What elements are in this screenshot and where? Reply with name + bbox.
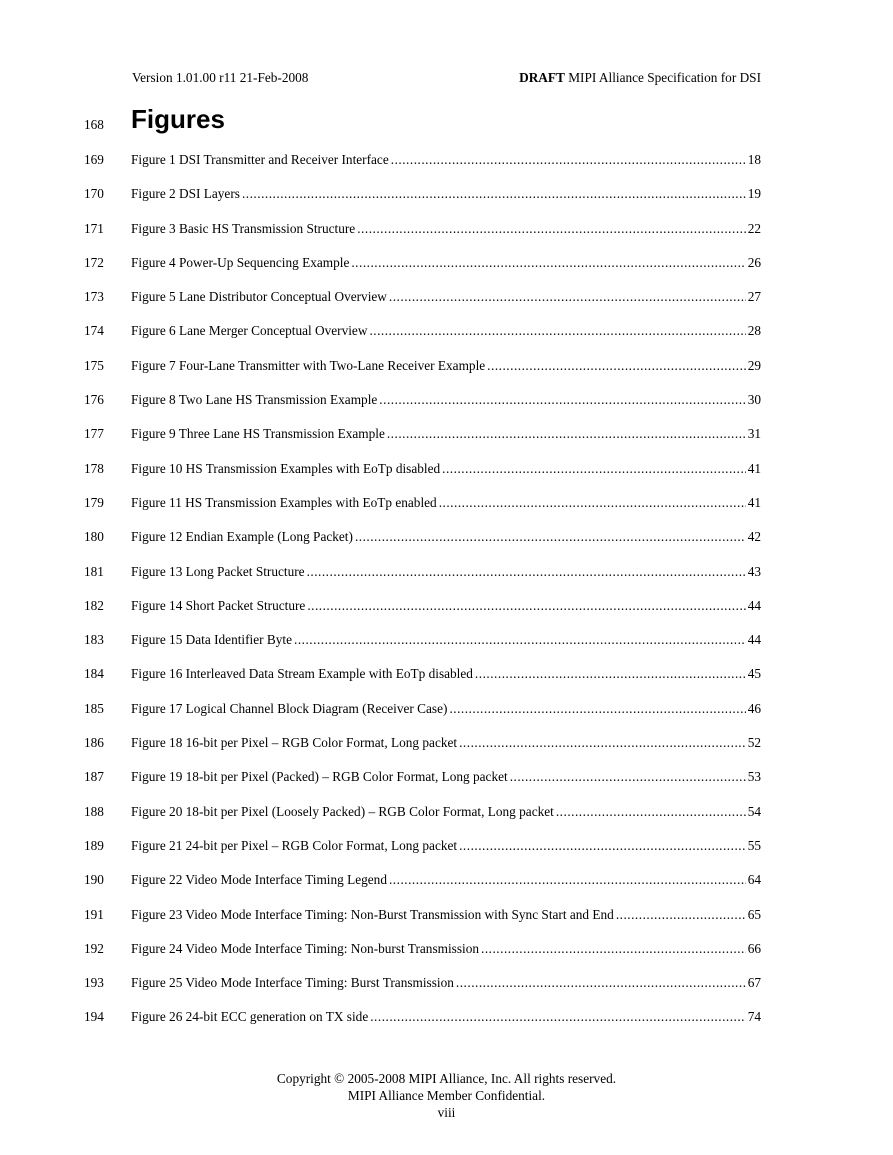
figure-entry-link[interactable] bbox=[131, 632, 761, 648]
dot-leader bbox=[459, 838, 746, 854]
figure-page-number: 31 bbox=[747, 426, 761, 442]
figure-title: Figure 7 Four-Lane Transmitter with Two-Lane Receiver Example bbox=[131, 357, 486, 373]
figure-entry[interactable] bbox=[0, 769, 893, 803]
figure-page-number: 41 bbox=[747, 494, 761, 510]
figure-entry-link[interactable] bbox=[131, 358, 761, 374]
line-number: 184 bbox=[84, 666, 104, 682]
figure-page-number: 54 bbox=[747, 803, 761, 819]
figure-title: Figure 6 Lane Merger Conceptual Overview bbox=[131, 323, 368, 339]
figure-entry[interactable] bbox=[0, 221, 893, 255]
figure-title: Figure 13 Long Packet Structure bbox=[131, 563, 305, 579]
dot-leader bbox=[475, 666, 746, 682]
figure-page-number: 53 bbox=[747, 769, 761, 785]
figure-entry[interactable] bbox=[0, 358, 893, 392]
figure-page-number: 52 bbox=[747, 735, 761, 751]
figure-page-number: 30 bbox=[747, 392, 761, 408]
figure-page-number: 43 bbox=[747, 563, 761, 579]
figure-title: Figure 21 24-bit per Pixel – RGB Color Format, Long packet bbox=[131, 837, 458, 853]
line-number: 188 bbox=[84, 803, 104, 819]
line-number: 187 bbox=[84, 769, 104, 785]
figure-entry-link[interactable] bbox=[131, 1009, 761, 1025]
figure-entry-link[interactable] bbox=[131, 907, 761, 923]
figure-entry-link[interactable] bbox=[131, 564, 761, 580]
figure-entry-link[interactable] bbox=[131, 426, 761, 442]
figure-title: Figure 23 Video Mode Interface Timing: Non-Burst Transmission with Sync Start and End bbox=[131, 906, 614, 922]
line-number: 178 bbox=[84, 460, 104, 476]
figure-title: Figure 16 Interleaved Data Stream Example with EoTp disabled bbox=[131, 666, 473, 682]
page-number: viii bbox=[437, 1105, 456, 1120]
figure-entry[interactable] bbox=[0, 907, 893, 941]
section-title: Figures bbox=[131, 104, 225, 134]
line-number: 179 bbox=[84, 494, 104, 510]
figure-entry[interactable] bbox=[0, 804, 893, 838]
figure-entry[interactable] bbox=[0, 426, 893, 460]
copyright-text: Copyright © 2005-2008 MIPI Alliance, Inc. All rights reserved. bbox=[276, 1071, 617, 1086]
figure-entry-link[interactable] bbox=[131, 941, 761, 957]
line-number: 168 bbox=[84, 117, 104, 132]
figure-page-number: 67 bbox=[747, 975, 761, 991]
dot-leader bbox=[355, 529, 746, 545]
figure-entry[interactable] bbox=[0, 495, 893, 529]
confidential-text: MIPI Alliance Member Confidential. bbox=[347, 1088, 546, 1103]
figure-page-number: 46 bbox=[747, 700, 761, 716]
figure-entry-link[interactable] bbox=[131, 186, 761, 202]
figure-page-number: 18 bbox=[747, 152, 761, 167]
figure-entry-link[interactable] bbox=[131, 392, 761, 408]
figure-title: Figure 3 Basic HS Transmission Structure bbox=[131, 220, 356, 236]
figure-page-number: 74 bbox=[747, 1009, 761, 1025]
figure-title: Figure 26 24-bit ECC generation on TX side bbox=[131, 1009, 369, 1025]
figure-title: Figure 12 Endian Example (Long Packet) bbox=[131, 529, 353, 545]
figure-entry[interactable] bbox=[0, 289, 893, 323]
line-number: 174 bbox=[84, 323, 104, 339]
figure-entry-link[interactable] bbox=[131, 975, 761, 991]
section-title-row bbox=[0, 104, 893, 138]
dot-leader bbox=[456, 975, 746, 991]
dot-leader bbox=[389, 872, 746, 888]
spec-name: MIPI Alliance Specification for DSI bbox=[568, 70, 761, 85]
page-header bbox=[132, 70, 761, 86]
figure-entry[interactable] bbox=[0, 701, 893, 735]
line-number: 190 bbox=[84, 872, 104, 888]
figure-title: Figure 4 Power-Up Sequencing Example bbox=[131, 254, 350, 270]
line-number: 172 bbox=[84, 254, 104, 270]
figure-entry[interactable] bbox=[0, 392, 893, 426]
dot-leader bbox=[379, 392, 745, 408]
figure-title: Figure 25 Video Mode Interface Timing: Burst Transmission bbox=[131, 975, 454, 991]
dot-leader bbox=[439, 495, 746, 511]
figure-page-number: 64 bbox=[747, 872, 761, 888]
figure-title: Figure 5 Lane Distributor Conceptual Overview bbox=[131, 289, 387, 305]
figure-entry-link[interactable] bbox=[131, 221, 761, 237]
line-number: 185 bbox=[84, 700, 104, 716]
figure-page-number: 44 bbox=[747, 632, 761, 648]
spec-title bbox=[519, 70, 761, 86]
figure-entry[interactable] bbox=[0, 186, 893, 220]
figure-entry[interactable] bbox=[0, 529, 893, 563]
line-number: 177 bbox=[84, 426, 104, 442]
figure-entry-link[interactable] bbox=[131, 769, 761, 785]
line-number: 181 bbox=[84, 563, 104, 579]
dot-leader bbox=[510, 769, 746, 785]
figure-entry[interactable] bbox=[0, 872, 893, 906]
line-number: 171 bbox=[84, 220, 104, 236]
figure-page-number: 26 bbox=[747, 254, 761, 270]
figure-title: Figure 20 18-bit per Pixel (Loosely Packed) – RGB Color Format, Long packet bbox=[131, 803, 554, 819]
line-number: 180 bbox=[84, 529, 104, 545]
figure-title: Figure 17 Logical Channel Block Diagram (Receiver Case) bbox=[131, 700, 448, 716]
dot-leader bbox=[370, 1009, 745, 1025]
dot-leader bbox=[391, 152, 746, 168]
dot-leader bbox=[616, 907, 746, 923]
figure-entry-link[interactable] bbox=[131, 804, 761, 820]
figure-entry-link[interactable] bbox=[131, 152, 761, 168]
figure-entry[interactable] bbox=[0, 461, 893, 495]
figure-title: Figure 10 HS Transmission Examples with EoTp disabled bbox=[131, 460, 441, 476]
page-footer bbox=[0, 1070, 893, 1121]
figure-page-number: 29 bbox=[747, 357, 761, 373]
figure-page-number: 65 bbox=[747, 906, 761, 922]
figure-page-number: 42 bbox=[747, 529, 761, 545]
dot-leader bbox=[459, 735, 746, 751]
line-number: 192 bbox=[84, 940, 104, 956]
figure-entry[interactable] bbox=[0, 666, 893, 700]
figure-entry[interactable] bbox=[0, 598, 893, 632]
dot-leader bbox=[442, 461, 746, 477]
dot-leader bbox=[307, 598, 745, 614]
dot-leader bbox=[481, 941, 746, 957]
dot-leader bbox=[369, 323, 745, 339]
figure-entry-link[interactable] bbox=[131, 255, 761, 271]
dot-leader bbox=[307, 564, 746, 580]
figure-entry-link[interactable] bbox=[131, 666, 761, 682]
line-number: 186 bbox=[84, 735, 104, 751]
dot-leader bbox=[294, 632, 746, 648]
figure-entry[interactable] bbox=[0, 255, 893, 289]
figure-entry-link[interactable] bbox=[131, 701, 761, 717]
figure-entry[interactable] bbox=[0, 323, 893, 357]
dot-leader bbox=[449, 701, 745, 717]
figure-entry-link[interactable] bbox=[131, 289, 761, 305]
figure-entry-link[interactable] bbox=[131, 323, 761, 339]
figure-entry[interactable] bbox=[0, 735, 893, 769]
dot-leader bbox=[387, 426, 746, 442]
figure-page-number: 27 bbox=[747, 289, 761, 305]
line-number: 193 bbox=[84, 975, 104, 991]
dot-leader bbox=[389, 289, 746, 305]
figure-entry-link[interactable] bbox=[131, 598, 761, 614]
figure-title: Figure 9 Three Lane HS Transmission Example bbox=[131, 426, 385, 442]
version-label: Version 1.01.00 r11 21-Feb-2008 bbox=[132, 70, 309, 85]
figure-title: Figure 18 16-bit per Pixel – RGB Color Format, Long packet bbox=[131, 735, 458, 751]
figures-list bbox=[0, 152, 893, 1044]
figure-page-number: 19 bbox=[747, 186, 761, 202]
line-number: 175 bbox=[84, 357, 104, 373]
line-number: 194 bbox=[84, 1009, 104, 1025]
figure-page-number: 28 bbox=[747, 323, 761, 339]
figure-page-number: 44 bbox=[747, 597, 761, 613]
figure-title: Figure 22 Video Mode Interface Timing Legend bbox=[131, 872, 387, 888]
figure-entry-link[interactable] bbox=[131, 461, 761, 477]
figure-entry-link[interactable] bbox=[131, 529, 761, 545]
dot-leader bbox=[357, 221, 745, 237]
figure-entry[interactable] bbox=[0, 838, 893, 872]
figure-title: Figure 11 HS Transmission Examples with EoTp enabled bbox=[131, 494, 437, 510]
line-number: 173 bbox=[84, 289, 104, 305]
figure-entry[interactable] bbox=[0, 1009, 893, 1043]
dot-leader bbox=[351, 255, 745, 271]
line-number: 182 bbox=[84, 597, 104, 613]
dot-leader bbox=[487, 358, 746, 374]
figure-entry[interactable] bbox=[0, 632, 893, 666]
line-number: 170 bbox=[84, 186, 104, 202]
figure-page-number: 45 bbox=[747, 666, 761, 682]
figure-title: Figure 8 Two Lane HS Transmission Example bbox=[131, 392, 378, 408]
figure-entry[interactable] bbox=[0, 152, 893, 186]
line-number: 169 bbox=[84, 152, 104, 167]
line-number: 176 bbox=[84, 392, 104, 408]
line-number: 189 bbox=[84, 837, 104, 853]
draft-label: DRAFT bbox=[519, 70, 565, 85]
dot-leader bbox=[242, 186, 746, 202]
dot-leader bbox=[556, 804, 746, 820]
figure-entry[interactable] bbox=[0, 564, 893, 598]
figure-title: Figure 1 DSI Transmitter and Receiver Interface bbox=[131, 152, 389, 167]
figure-entry[interactable] bbox=[0, 941, 893, 975]
figure-page-number: 22 bbox=[747, 220, 761, 236]
line-number: 183 bbox=[84, 632, 104, 648]
line-number: 191 bbox=[84, 906, 104, 922]
figure-title: Figure 14 Short Packet Structure bbox=[131, 597, 306, 613]
figure-title: Figure 19 18-bit per Pixel (Packed) – RGB Color Format, Long packet bbox=[131, 769, 508, 785]
figure-entry-link[interactable] bbox=[131, 495, 761, 511]
figure-entry[interactable] bbox=[0, 975, 893, 1009]
figure-title: Figure 15 Data Identifier Byte bbox=[131, 632, 292, 648]
figure-title: Figure 24 Video Mode Interface Timing: Non-burst Transmission bbox=[131, 940, 479, 956]
figure-page-number: 41 bbox=[747, 460, 761, 476]
figure-page-number: 66 bbox=[747, 940, 761, 956]
figure-entry-link[interactable] bbox=[131, 735, 761, 751]
figure-title: Figure 2 DSI Layers bbox=[131, 186, 240, 202]
figure-page-number: 55 bbox=[747, 837, 761, 853]
figure-entry-link[interactable] bbox=[131, 838, 761, 854]
figure-entry-link[interactable] bbox=[131, 872, 761, 888]
